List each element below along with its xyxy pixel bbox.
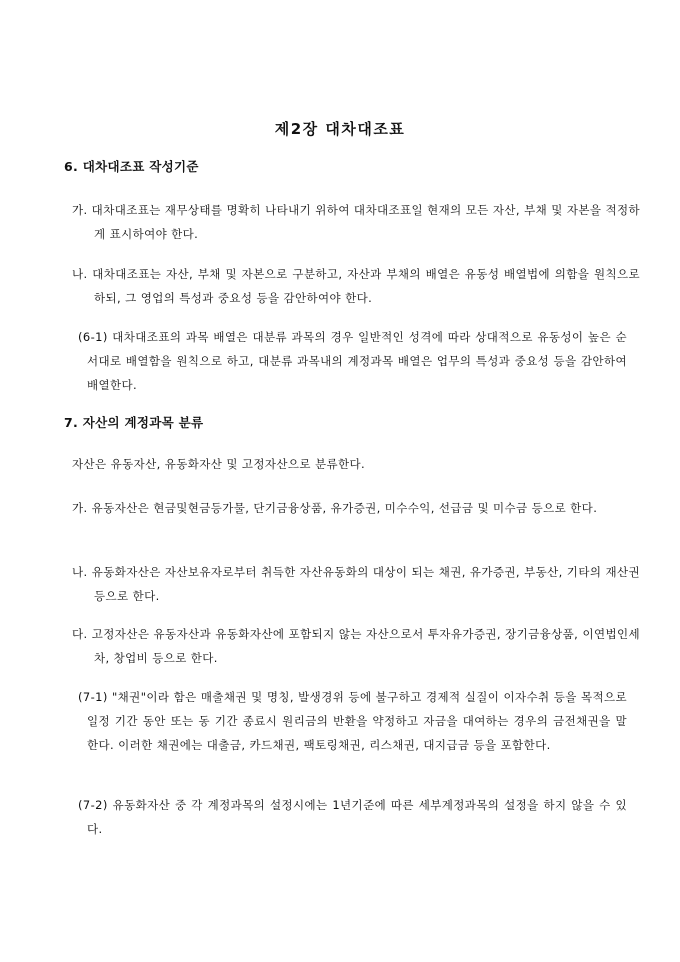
section-7-note-7-1: (7-1) "채권"이라 함은 매출채권 및 명칭, 발생경위 등에 불구하고 경제적 실질이 이자수취 등을 목적으로 일정 기간 동안 또는 동 기간 종료시 원리금의 반환을 약정하고 자금을 대여하는 경우의 금전채권을 말한다. 이러한 채권에는 대출금, 카드채권, 팩토링채권, 리스채권, 대지급금 등을 포함한다. xyxy=(78,690,627,752)
section-7-note-7-2: (7-2) 유동화자산 중 각 계정과목의 설정시에는 1년기준에 따른 세부계정과목의 설정을 하지 않을 수 있다. xyxy=(78,798,627,836)
section-7-heading: 7. 자산의 계정과목 분류 xyxy=(64,415,204,430)
section-6-note-6-1: (6-1) 대차대조표의 과목 배열은 대분류 과목의 경우 일반적인 성격에 따라 상대적으로 유동성이 높은 순서대로 배열함을 원칙으로 하고, 대분류 과목내의 계정과목 배열은 업무의 특성과 중요성 등을 감안하여 배열한다. xyxy=(78,330,627,392)
section-7-item-da: 다. 고정자산은 유동자산과 유동화자산에 포함되지 않는 자산으로서 투자유가증권, 장기금융상품, 이연법인세차, 창업비 등으로 한다. xyxy=(72,627,640,665)
section-7-item-ga: 가. 유동자산은 현금및현금등가물, 단기금융상품, 유가증권, 미수수익, 선급금 및 미수금 등으로 한다. xyxy=(72,501,598,515)
section-6-heading: 6. 대차대조표 작성기준 xyxy=(64,159,199,174)
section-7-intro: 자산은 유동자산, 유동화자산 및 고정자산으로 분류한다. xyxy=(72,457,366,471)
section-6-item-ga: 가. 대차대조표는 재무상태를 명확히 나타내기 위하여 대차대조표일 현재의 모든 자산, 부채 및 자본을 적정하게 표시하여야 한다. xyxy=(72,203,640,241)
section-6-item-na: 나. 대차대조표는 자산, 부채 및 자본으로 구분하고, 자산과 부채의 배열은 유동성 배열법에 의함을 원칙으로 하되, 그 영업의 특성과 중요성 등을 감안하여야 한다. xyxy=(72,267,640,305)
chapter-title: 제2장 대차대조표 xyxy=(274,120,406,138)
section-7-item-na: 나. 유동화자산은 자산보유자로부터 취득한 자산유동화의 대상이 되는 채권, 유가증권, 부동산, 기타의 재산권 등으로 한다. xyxy=(72,565,640,603)
